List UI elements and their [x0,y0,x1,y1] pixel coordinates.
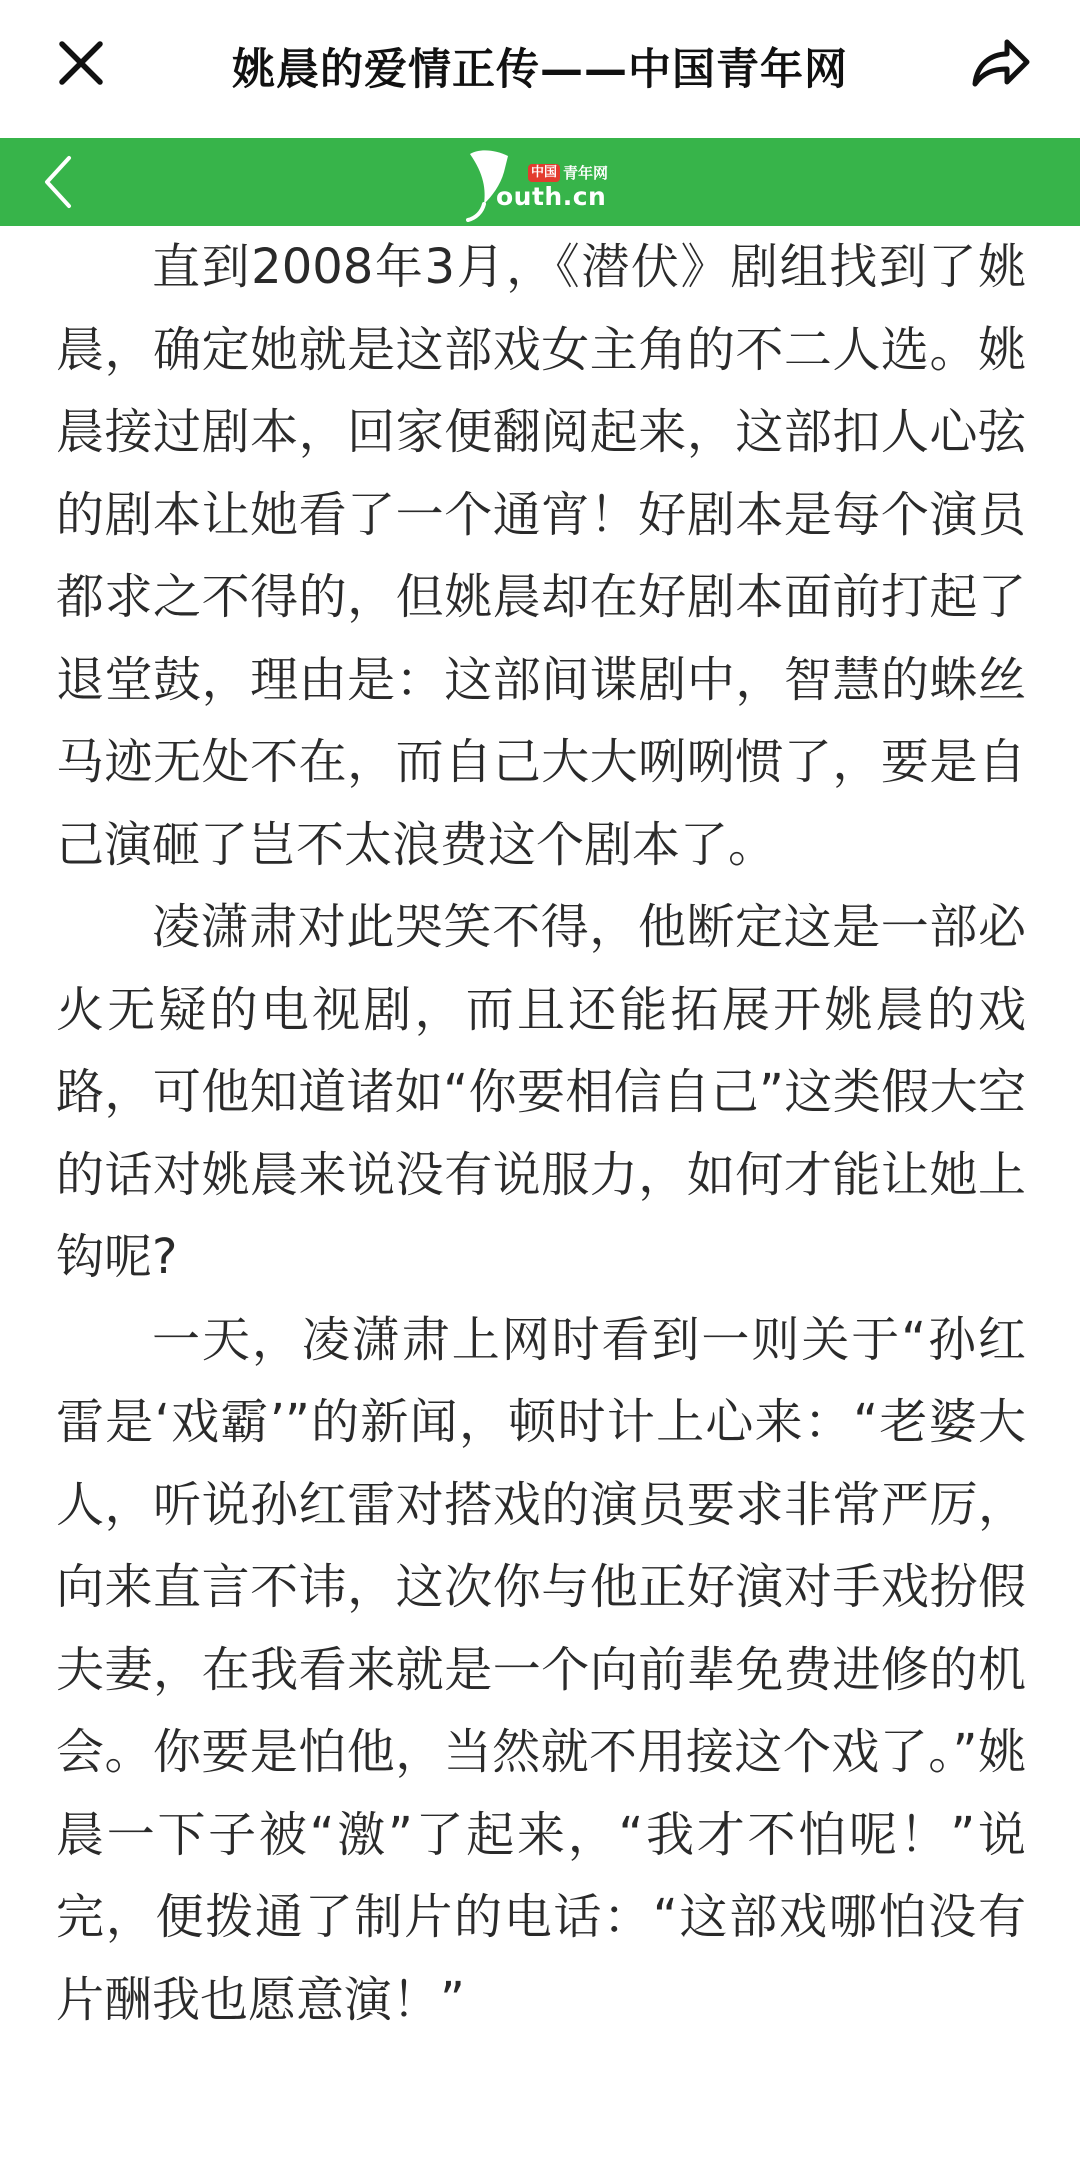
site-logo[interactable] [466,142,616,222]
logo-domain: outh.cn [496,182,607,211]
logo-badge [528,162,608,183]
logo-badge-text: 青年网 [563,164,609,182]
title-bar [0,0,1080,138]
page-title: 姚晨的爱情正传——中国青年网 [232,44,848,95]
article-paragraph: 直到2008年3月，《潜伏》剧组找到了姚晨，确定她就是这部戏女主角的不二人选。姚晨接过剧本，回家便翻阅起来，这部扣人心弦的剧本让她看了一个通宵！好剧本是每个演员都求之不得的，但姚晨却在好剧本面前打起了退堂鼓，理由是：这部间谍剧中，智慧的蛛丝马迹无处不在，而自己大大咧咧惯了，要是自己演砸了岂不太浪费这个剧本了。 [56,239,1026,873]
article-paragraph: 凌潇肃对此哭笑不得，他断定这是一部必火无疑的电视剧，而且还能拓展开姚晨的戏路，可他知道诸如“你要相信自己”这类假大空的话对姚晨来说没有说服力，如何才能让她上钩呢? [56,899,1026,1285]
back-button[interactable] [30,154,86,210]
share-button[interactable] [964,30,1036,96]
article-body [56,226,1026,2162]
site-header [0,138,1080,226]
close-button[interactable] [48,30,114,96]
logo-badge-mark: 中国 [528,164,560,182]
close-icon [56,38,106,88]
share-icon [969,36,1031,90]
chevron-left-icon [41,154,75,210]
article-paragraph: 一天，凌潇肃上网时看到一则关于“孙红雷是‘戏霸’”的新闻，顿时计上心来：“老婆大人，听说孙红雷对搭戏的演员要求非常严厉，向来直言不讳，这次你与他正好演对手戏扮假夫妻，在我看来就是一个向前辈免费进修的机会。你要是怕他，当然就不用接这个戏了。”姚晨一下子被“激”了起来，“我才不怕呢！”说完，便拨通了制片的电话：“这部戏哪怕没有片酬我也愿意演！” [56,1311,1026,2028]
